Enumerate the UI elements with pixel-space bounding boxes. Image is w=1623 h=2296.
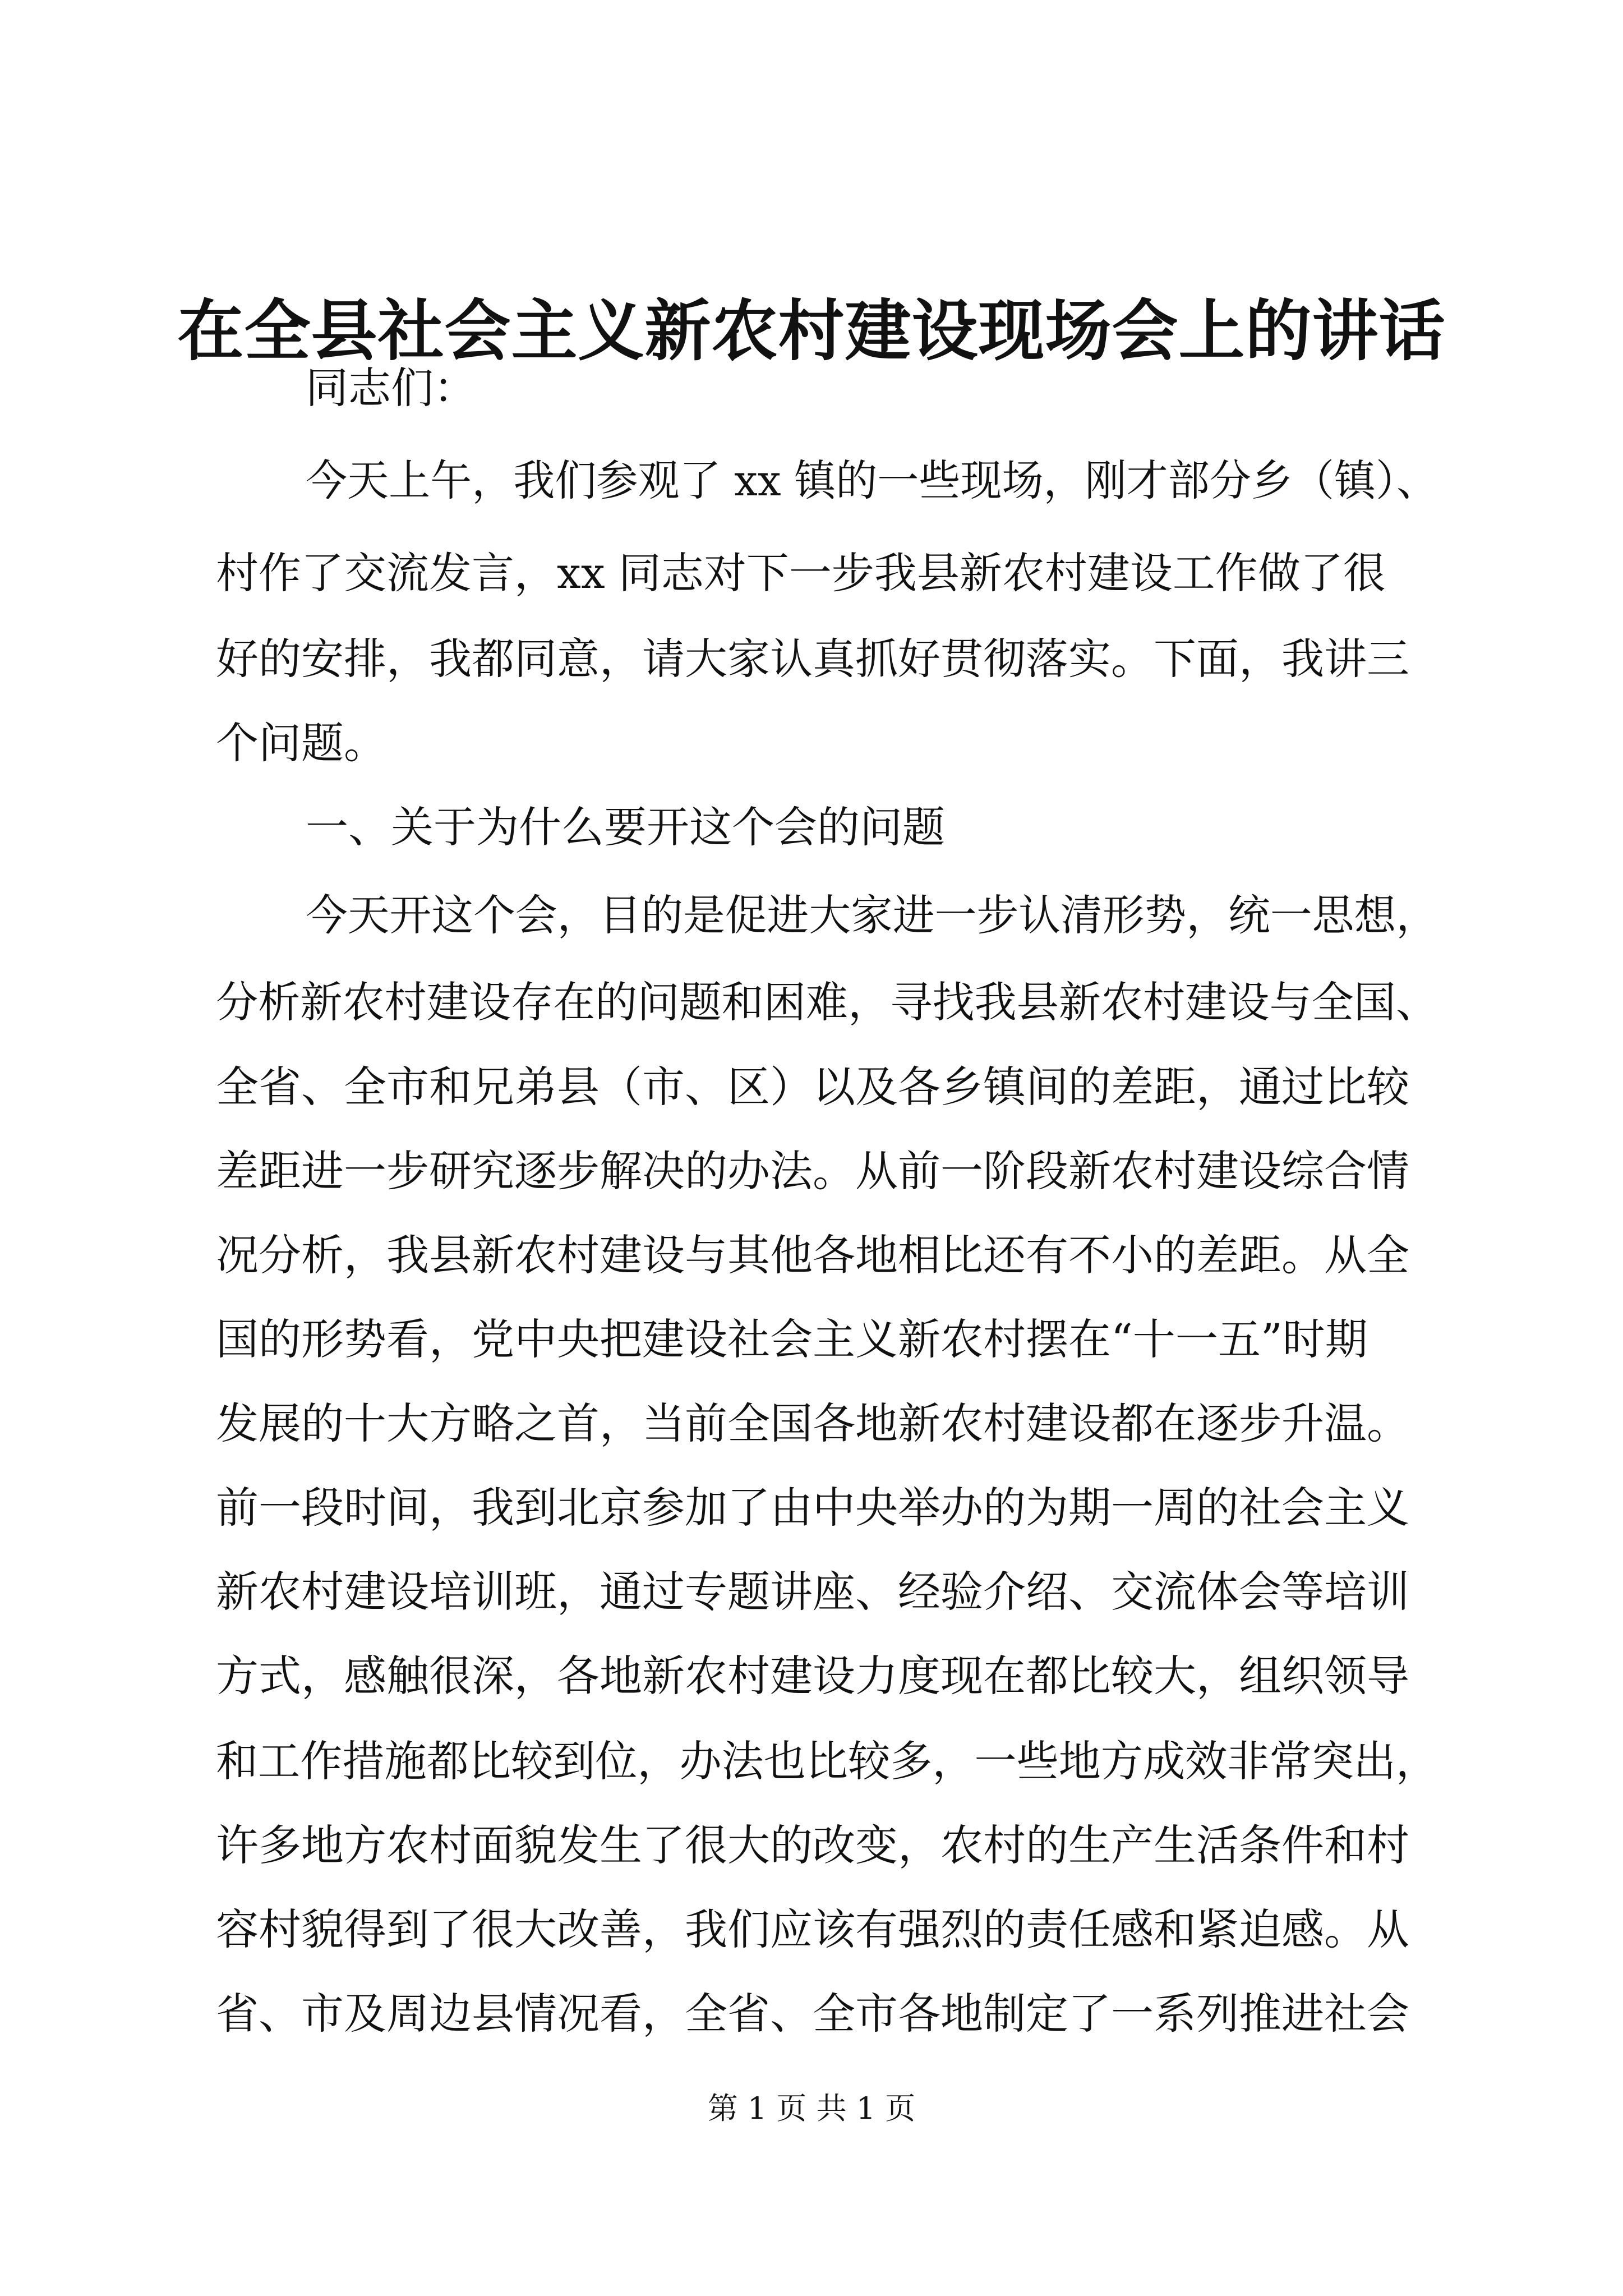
section-heading: 一、关于为什么要开这个会的问题 — [306, 802, 945, 852]
body-line: 差距进一步研究逐步解决的办法。从前一阶段新农村建设综合情 — [216, 1146, 1409, 1196]
body-line: 容村貌得到了很大改善，我们应该有强烈的责任感和紧迫感。从 — [216, 1904, 1409, 1954]
body-line: 好的安排，我都同意，请大家认真抓好贯彻落实。下面，我讲三 — [216, 634, 1409, 684]
body-line: 省、市及周边县情况看，全省、全市各地制定了一系列推进社会 — [216, 1989, 1409, 2039]
body-line: 况分析，我县新农村建设与其他各地相比还有不小的差距。从全 — [216, 1230, 1409, 1280]
body-line: 今天开这个会，目的是促进大家进一步认清形势，统一思想， — [306, 890, 1438, 940]
body-line: 前一段时间，我到北京参加了由中央举办的为期一周的社会主义 — [216, 1483, 1409, 1533]
salutation: 同志们： — [306, 363, 476, 413]
body-line: 发展的十大方略之首，当前全国各地新农村建设都在逐步升温。 — [216, 1398, 1409, 1448]
body-line: 分析新农村建设存在的问题和困难，寻找我县新农村建设与全国、 — [216, 977, 1438, 1027]
page-footer: 第 1 页 共 1 页 — [707, 2091, 916, 2126]
body-line: 许多地方农村面貌发生了很大的改变，农村的生产生活条件和村 — [216, 1820, 1409, 1870]
body-line: 个问题。 — [216, 718, 386, 768]
body-line: 国的形势看，党中央把建设社会主义新农村摆在“十一五”时期 — [216, 1314, 1368, 1364]
body-line: 新农村建设培训班，通过专题讲座、经验介绍、交流体会等培训 — [216, 1567, 1409, 1617]
body-line: 和工作措施都比较到位，办法也比较多，一些地方成效非常突出， — [216, 1736, 1438, 1786]
body-line: 方式，感触很深，各地新农村建设力度现在都比较大，组织领导 — [216, 1651, 1409, 1701]
body-line: 今天上午，我们参观了 xx 镇的一些现场，刚才部分乡（镇）、 — [306, 455, 1438, 505]
document-title: 在全县社会主义新农村建设现场会上的讲话 — [177, 292, 1446, 370]
body-line: 村作了交流发言，xx 同志对下一步我县新农村建设工作做了很 — [216, 548, 1386, 598]
body-line: 全省、全市和兄弟县（市、区）以及各乡镇间的差距，通过比较 — [216, 1062, 1409, 1112]
